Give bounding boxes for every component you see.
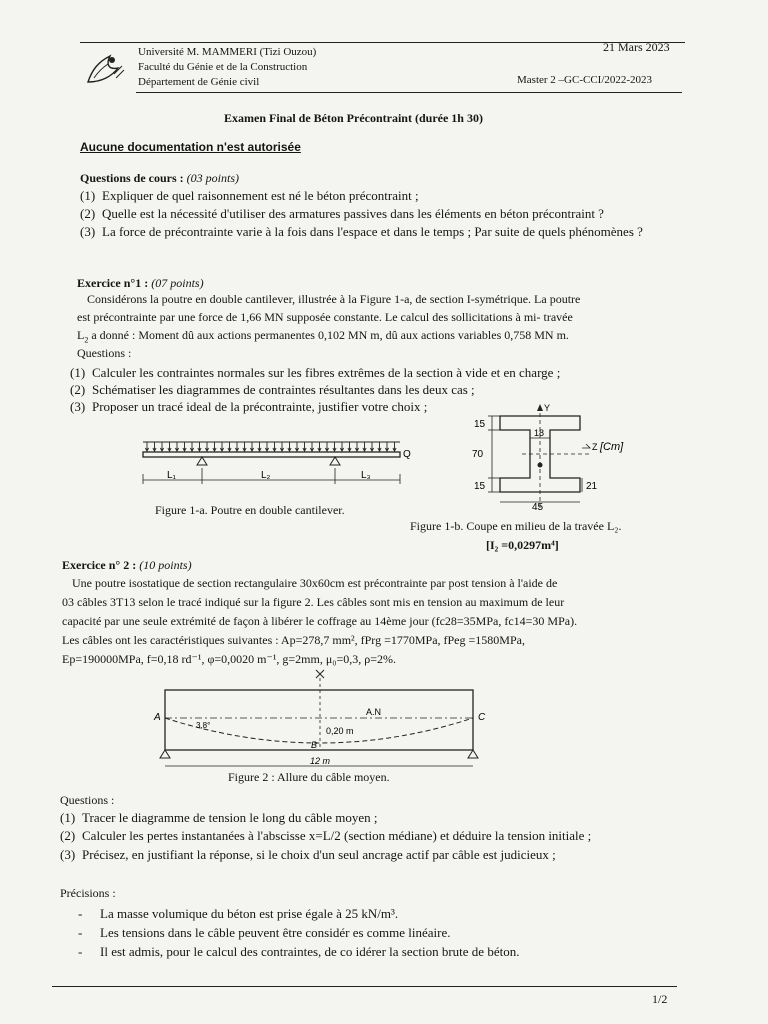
- support-left: [160, 750, 170, 758]
- support-right: [330, 457, 340, 465]
- precision-text: La masse volumique du béton est prise égale à 25 kN/m³.: [100, 906, 399, 921]
- ex1-heading-label: Exercice n°1 :: [77, 276, 149, 290]
- y-label: Y: [544, 403, 551, 413]
- dim-18: 18: [534, 428, 545, 438]
- y-axis-arrow: [537, 404, 543, 411]
- ex1-l-symbol: L: [77, 328, 85, 342]
- figure-1b-section: [462, 402, 632, 520]
- figure-1a-caption: Figure 1-a. Poutre en double cantilever.: [155, 503, 345, 517]
- ex2-question-1: [60, 809, 680, 826]
- ex1-line-2: est précontrainte par une force de 1,66 MN supposée constante. Le calcul des sollicitations à mi- travée: [77, 310, 573, 324]
- precision-text: Il est admis, pour le calcul des contraintes, de co idérer la section brute de béton.: [100, 944, 520, 959]
- header-top-rule: [80, 42, 685, 43]
- load-label-q: Q: [403, 449, 411, 460]
- ex2-line-4: Les câbles ont les caractéristiques suivantes : Ap=278,7 mm², fPrg =1770MPa, fPeg =1580MPa,: [62, 633, 525, 647]
- ex2-question-2: [60, 827, 690, 844]
- page-number: 1/2: [652, 992, 668, 1006]
- question-text: Tracer le diagramme de tension le long du câble moyen ;: [82, 810, 378, 825]
- ex2-question-3: [60, 846, 680, 863]
- point-b: B: [311, 740, 318, 750]
- header-department: Département de Génie civil: [138, 76, 260, 88]
- dim-15-top: 15: [474, 419, 486, 430]
- dim-15-bottom: 15: [474, 481, 486, 492]
- header-faculty: Faculté du Génie et de la Construction: [138, 61, 308, 73]
- span-label: 12 m: [310, 756, 331, 766]
- precision-text: Les tensions dans le câble peuvent être considér es comme linéaire.: [100, 925, 451, 940]
- cours-question-3: [80, 223, 697, 240]
- ex1-line-1: Considérons la poutre en double cantilever, illustrée à la Figure 1-a, de section I-symétrique. La poutre: [87, 292, 581, 306]
- question-text: Quelle est la nécessité d'utiliser des armatures passives dans les éléments en béton précontraint ?: [102, 206, 604, 221]
- beam-rect: [143, 452, 400, 457]
- unit-label: [Cm]: [600, 441, 624, 453]
- ex1-question-3: [70, 398, 490, 415]
- ex1-line-3: [77, 327, 677, 348]
- ex2-heading: [62, 557, 192, 573]
- header-program: Master 2 –GC-CCI/2022-2023: [517, 74, 653, 86]
- question-text: Schématiser les diagrammes de contraintes résultantes dans les deux cas ;: [92, 382, 475, 397]
- ex2-points: (10 points): [139, 558, 192, 572]
- ex1-line-3-text: a donné : Moment dû aux actions permanentes 0,102 MN m, dû aux actions variables 0,758 MN m.: [88, 328, 569, 342]
- question-number: (1): [80, 188, 96, 203]
- cours-question-1: [80, 187, 680, 204]
- ex1-question-1: [70, 364, 680, 381]
- question-number: (2): [70, 382, 86, 397]
- question-text: La force de précontrainte varie à la fois dans l'espace et dans le temps ; Par suite de quels phénomènes ?: [102, 224, 643, 239]
- dim-45: 45: [532, 502, 544, 513]
- point-c: C: [478, 712, 486, 723]
- cable-profile: [165, 718, 473, 743]
- ex2-line-1: Une poutre isostatique de section rectangulaire 30x60cm est précontrainte par post tension à l'aide de: [72, 576, 558, 590]
- figure-1a-beam: [135, 438, 420, 498]
- question-number: (2): [80, 206, 96, 221]
- question-text: Expliquer de quel raisonnement est né le béton précontraint ;: [102, 188, 419, 203]
- question-text: Précisez, en justifiant la réponse, si le choix d'un seul ancrage actif par câble est judicieux ;: [82, 847, 556, 862]
- figure-2-caption: Figure 2 : Allure du câble moyen.: [228, 770, 390, 784]
- support-right: [468, 750, 478, 758]
- precisions-heading: Précisions :: [60, 886, 116, 900]
- cours-heading: [80, 170, 239, 186]
- ex2-line-3: capacité par une seule extrémité de façon à libérer le coffrage au 14ème jour (fc28=35MPa, fc14=30 MPa).: [62, 614, 578, 628]
- support-left: [197, 457, 207, 465]
- question-number: (2): [60, 828, 76, 843]
- dim-l1: L₁: [167, 470, 176, 481]
- ex1-question-2: [70, 381, 680, 398]
- ex2-line-5: Ep=190000MPa, f=0,18 rd⁻¹, φ=0,0020 m⁻¹, g=2mm, μ₀=0,3, ρ=2%.: [62, 652, 396, 666]
- question-text: Calculer les pertes instantanées à l'abscisse x=L/2 (section médiane) et déduire la tension initiale ;: [82, 828, 592, 843]
- point-a: A: [154, 712, 161, 723]
- header-university: Université M. MAMMERI (Tizi Ouzou): [138, 46, 317, 58]
- cable-eccentricity: 0,20 m: [326, 726, 354, 736]
- question-number: (1): [70, 365, 86, 380]
- dim-l2: L₂: [261, 470, 271, 481]
- centroid: [538, 463, 543, 468]
- z-label: Z: [592, 442, 598, 452]
- cable-angle: 3,8°: [196, 721, 211, 730]
- question-number: (3): [80, 224, 96, 239]
- cours-points: (03 points): [186, 171, 240, 185]
- question-text: Calculer les contraintes normales sur les fibres extrêmes de la section à vide et en charge ;: [92, 365, 561, 380]
- precision-item-3: - Il est admis, pour le calcul des contraintes, de co idérer la section brute de béton.: [78, 944, 520, 959]
- ex2-questions-label: Questions :: [60, 793, 115, 807]
- midspan-marker: [316, 670, 324, 678]
- ex1-heading: [77, 275, 204, 291]
- exam-title: Examen Final de Béton Précontraint (durée 1h 30): [224, 111, 483, 125]
- footer-rule: [52, 986, 677, 987]
- question-number: (3): [70, 399, 86, 414]
- distributed-load-arrows: [143, 442, 400, 451]
- ex1-points: (07 points): [151, 276, 204, 290]
- dim-70: 70: [472, 449, 484, 460]
- ex2-heading-label: Exercice n° 2 :: [62, 558, 137, 572]
- question-number: (3): [60, 847, 76, 862]
- ex1-l-subscript: 2: [84, 335, 89, 345]
- neutral-axis-label: A.N: [366, 707, 382, 717]
- dim-21: 21: [586, 481, 598, 492]
- figure-1b-caption: Figure 1-b. Coupe en milieu de la travée L₂.: [410, 519, 622, 533]
- header-bottom-rule: [136, 92, 682, 93]
- precision-item-1: - La masse volumique du béton est prise égale à 25 kN/m³.: [78, 906, 399, 921]
- university-logo: [84, 48, 126, 88]
- beam-rect: [165, 690, 473, 750]
- question-number: (1): [60, 810, 76, 825]
- question-text: Proposer un tracé ideal de la précontrainte, justifier votre choix ;: [92, 399, 428, 414]
- z-arrow: [582, 444, 590, 448]
- ex1-questions-label: Questions :: [77, 346, 132, 360]
- dim-l3: L₃: [361, 470, 371, 481]
- cours-heading-label: Questions de cours :: [80, 171, 184, 185]
- cours-question-2: [80, 205, 680, 222]
- no-documentation-notice: Aucune documentation n'est autorisée: [80, 140, 301, 154]
- figure-1b-inertia: [I₂ =0,0297m⁴]: [486, 538, 559, 552]
- ex2-line-2: 03 câbles 3T13 selon le tracé indiqué sur la figure 2. Les câbles sont mis en tension au maximum de leur: [62, 595, 565, 609]
- figure-2-beam: [150, 668, 500, 772]
- header-date: 21 Mars 2023: [603, 40, 670, 54]
- precision-item-2: - Les tensions dans le câble peuvent être considér es comme linéaire.: [78, 925, 451, 940]
